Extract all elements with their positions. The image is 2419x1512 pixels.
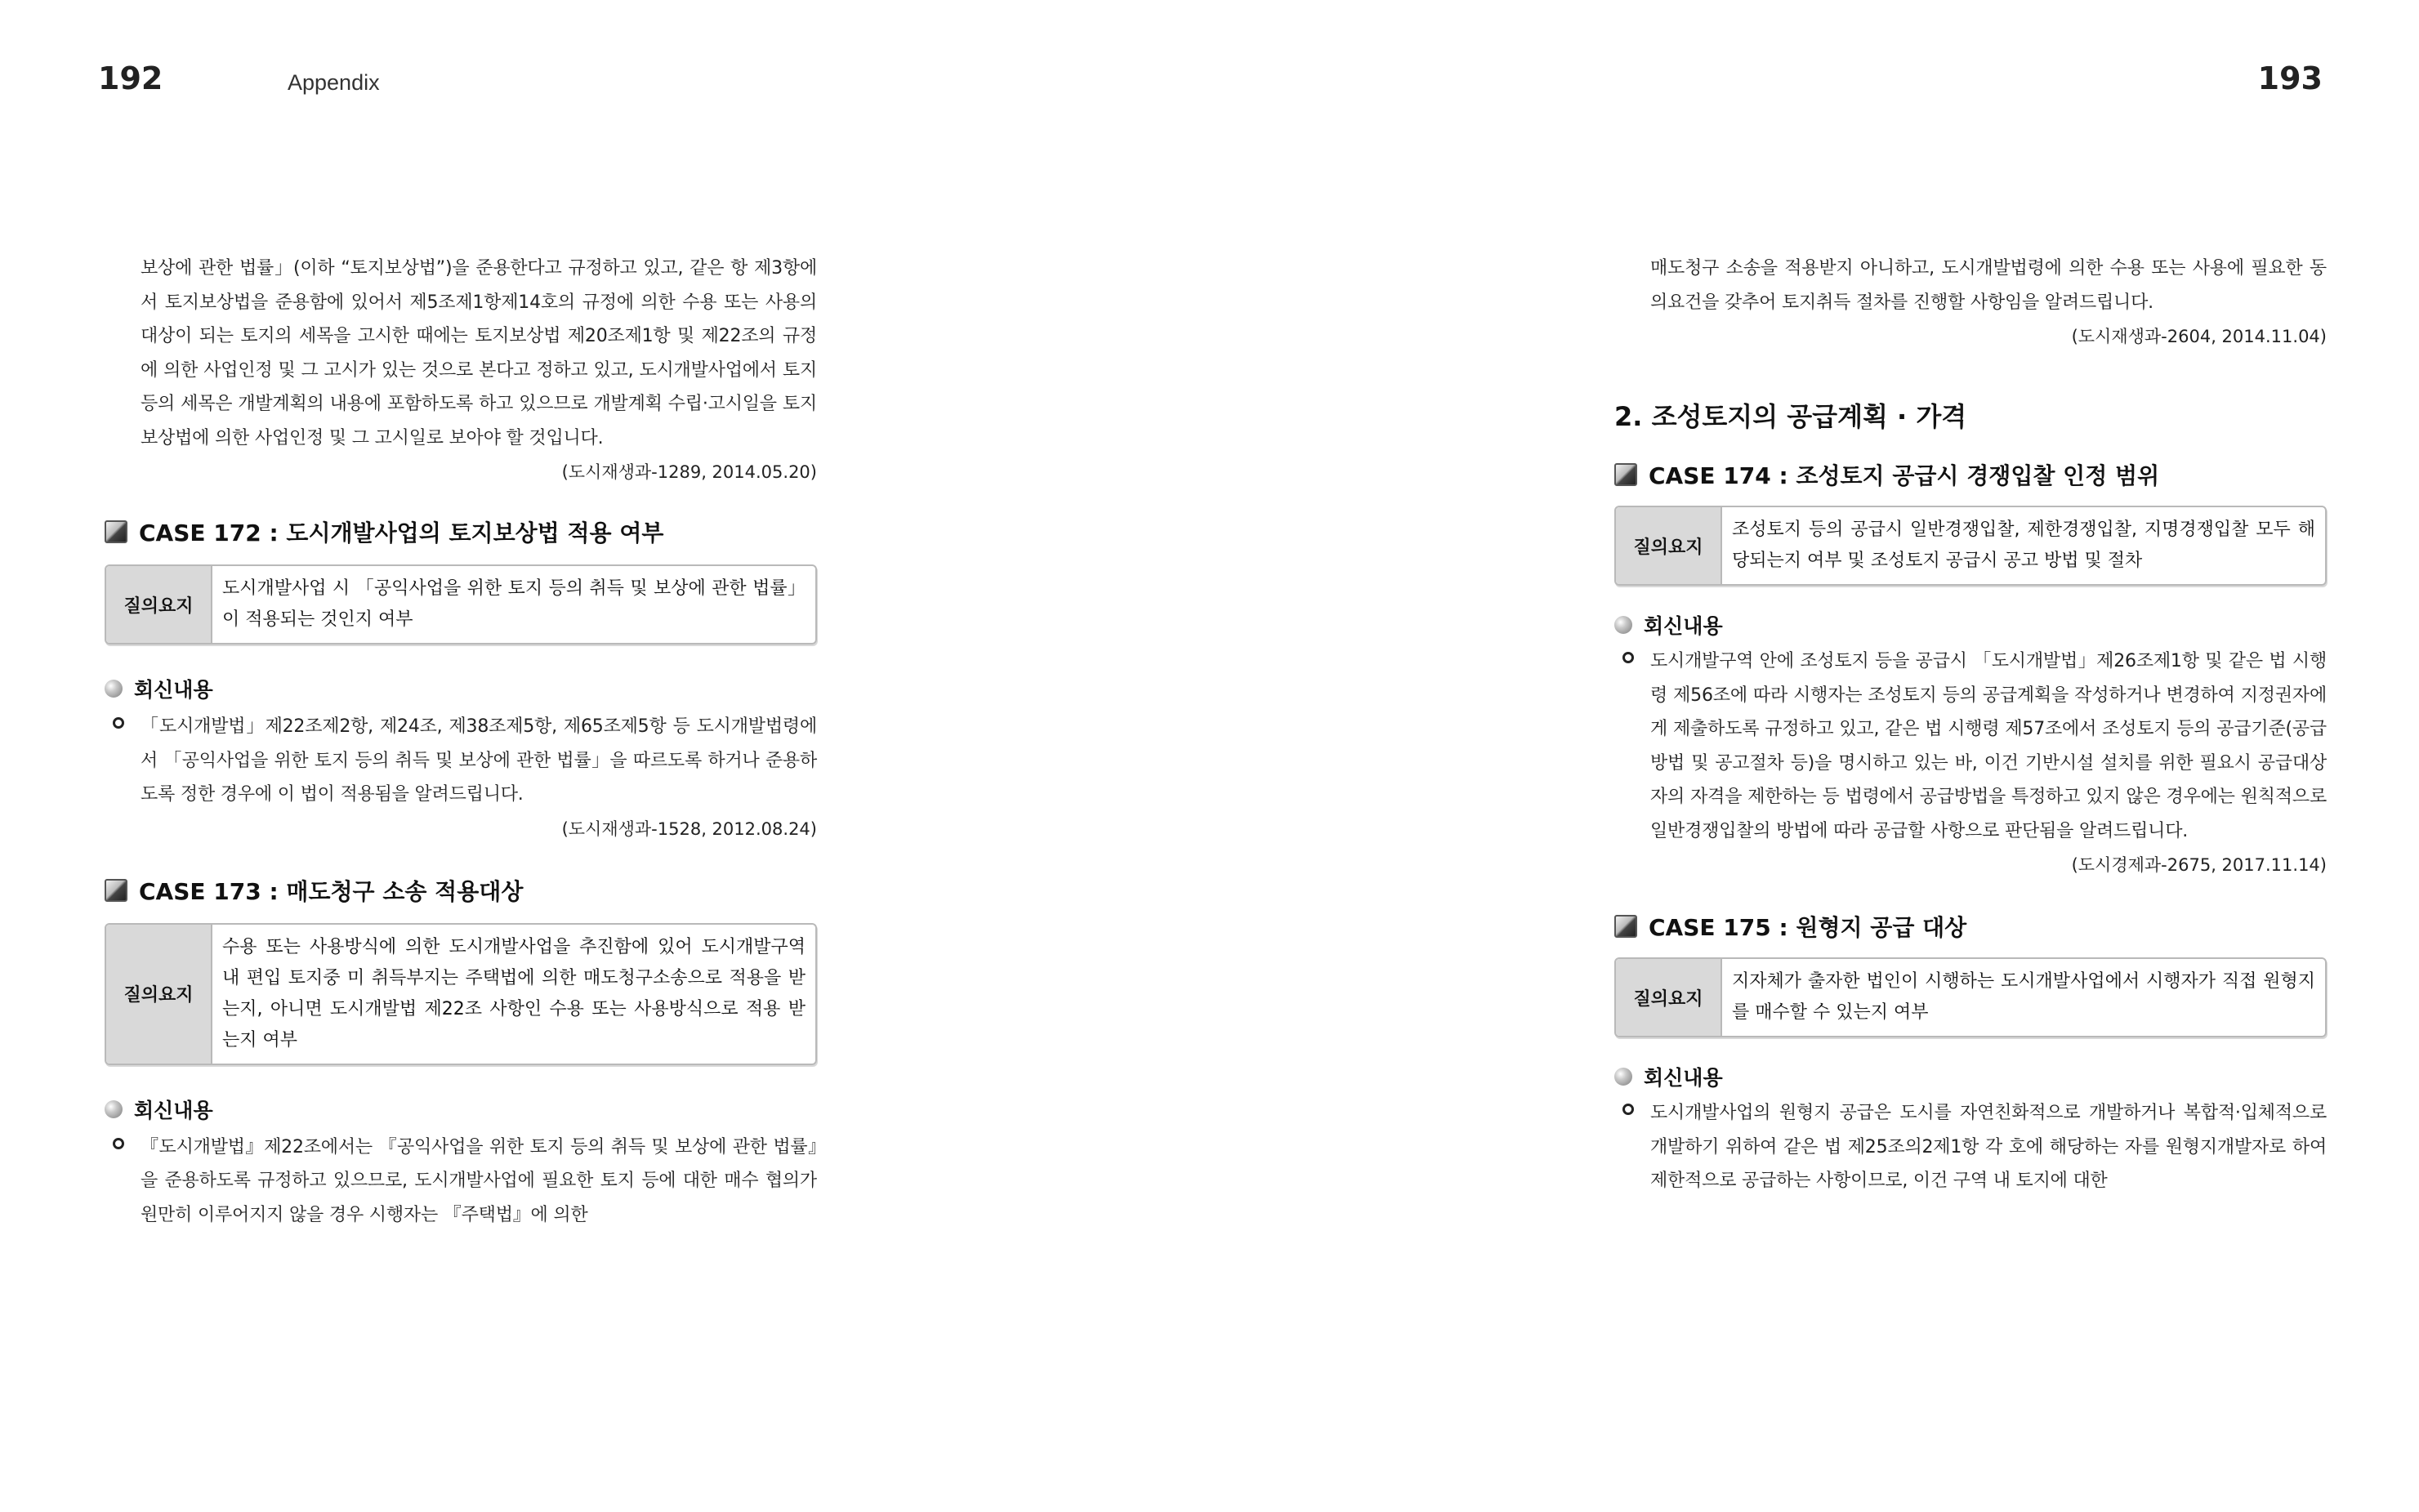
right-page-number: 193 xyxy=(2257,60,2323,96)
case-173-question: 수용 또는 사용방식에 의한 도시개발사업을 추진함에 있어 도시개발구역 내 편입 토지중 미 취득부지는 주택법에 의한 매도청구소송으로 적용을 받는지, 아니면 도시개발법 제22조 사항인 수용 또는 사용방식으로 적용 받는지 여부 xyxy=(222,936,806,1050)
case-173-answer-text: 『도시개발법』제22조에서는 『공익사업을 위한 토지 등의 취득 및 보상에 관한 법률』을 준용하도록 규정하고 있으므로, 도시개발사업에 필요한 토지 등에 대한 매수 협의가 원만히 이루어지지 않을 경우 시행자는 『주택법』에 의한 xyxy=(141,1136,817,1225)
case-174-answer-text: 도시개발구역 안에 조성토지 등을 공급시 「도시개발법」제26조제1항 및 같은 법 시행령 제56조에 따라 시행자는 조성토지 등의 공급계획을 작성하거나 변경하여 지정권자에게 제출하도록 규정하고 있고, 같은 법 시행령 제57조에서 조성토지 등의 공급기준(공급방법 및 공고절차 등)을 명시하고 있는 바, 이건 기반시설 설치를 위한 필요시 공급대상자의 자격을 제한하는 등 법령에서 공급방법을 특정하고 있지 않은 경우에는 원칙적으로 일반경쟁입찰의 방법에 따라 공급할 사항으로 판단됨을 알려드립니다. xyxy=(1650,651,2327,841)
case-175-question-box xyxy=(1614,957,2327,1037)
reply-label: 회신내용 xyxy=(1644,1066,1723,1090)
case-175-answer-text: 도시개발사업의 원형지 공급은 도시를 자연친화적으로 개발하거나 복합적·입체적으로 개발하기 위하여 같은 법 제25조의2제1항 각 호에 해당하는 자를 원형지개발자로 하여 제한적으로 공급하는 사항이므로, 이건 구역 내 토지에 대한 xyxy=(1650,1103,2327,1191)
right-page-column xyxy=(1614,252,2327,1198)
question-label: 질의요지 xyxy=(1616,959,1722,1036)
case-173-reply-heading xyxy=(105,1095,817,1124)
case-175-question: 지자체가 출자한 법인이 시행하는 도시개발사업에서 시행자가 직접 원형지를 매수할 수 있는지 여부 xyxy=(1732,971,2315,1023)
case-173-question-box xyxy=(105,923,817,1065)
reply-bullet-icon xyxy=(105,680,123,698)
circle-bullet-icon xyxy=(113,1138,124,1149)
case-172-question-box xyxy=(105,564,817,644)
case-174-answer xyxy=(1614,644,2327,848)
case-174-source: (도시경제과-2675, 2017.11.14) xyxy=(2071,855,2327,875)
case-175-reply-heading xyxy=(1614,1062,2327,1091)
case-icon xyxy=(1614,463,1637,486)
case-174-heading xyxy=(1614,458,2327,491)
source-citation: (도시재생과-2604, 2014.11.04) xyxy=(2071,327,2327,346)
case-175-title: CASE 175 : 원형지 공급 대상 xyxy=(1649,914,1967,941)
case-172-answer xyxy=(105,710,817,812)
reply-label: 회신내용 xyxy=(134,678,213,702)
continuation-paragraph: 매도청구 소송을 적용받지 아니하고, 도시개발법령에 의한 수용 또는 사용에 필요한 동의요건을 갖추어 토지취득 절차를 진행할 사항임을 알려드립니다. xyxy=(1650,258,2327,313)
section-title: 2. 조성토지의 공급계획 · 가격 xyxy=(1614,401,1967,432)
case-172-source: (도시재생과-1528, 2012.08.24) xyxy=(561,818,817,839)
circle-bullet-icon xyxy=(1622,652,1634,663)
case-172-reply-heading xyxy=(105,674,817,703)
case-174-title: CASE 174 : 조성토지 공급시 경쟁입찰 인정 범위 xyxy=(1649,462,2160,489)
case-172-heading xyxy=(105,515,817,548)
circle-bullet-icon xyxy=(113,717,124,729)
case-172-answer-text: 「도시개발법」제22조제2항, 제24조, 제38조제5항, 제65조제5항 등 도시개발법령에서 「공익사업을 위한 토지 등의 취득 및 보상에 관한 법률」을 따르도록 하거나 준용하도록 정한 경우에 이 법이 적용됨을 알려드립니다. xyxy=(141,716,817,805)
source-citation: (도시재생과-1289, 2014.05.20) xyxy=(561,462,817,482)
case-175-answer xyxy=(1614,1096,2327,1198)
left-page-column xyxy=(105,252,817,1232)
reply-label: 회신내용 xyxy=(134,1098,213,1122)
case-icon xyxy=(105,520,127,543)
continuation-paragraph: 보상에 관한 법률」(이하 “토지보상법”)을 준용한다고 규정하고 있고, 같은 항 제3항에서 토지보상법을 준용함에 있어서 제5조제1항제14호의 규정에 의한 수용 또는 사용의 대상이 되는 토지의 세목을 고시한 때에는 토지보상법 제20조제1항 및 제22조의 규정에 의한 사업인정 및 그 고시가 있는 것으로 본다고 정하고 있고, 도시개발사업에서 토지 등의 세목은 개발계획의 내용에 포함하도록 하고 있으므로 개발계획 수립·고시일을 토지보상법에 의한 사업인정 및 그 고시일로 보아야 할 것입니다. xyxy=(141,258,817,448)
case-174-question: 조성토지 등의 공급시 일반경쟁입찰, 제한경쟁입찰, 지명경쟁입찰 모두 해당되는지 여부 및 조성토지 공급시 공고 방법 및 절차 xyxy=(1732,520,2315,571)
reply-label: 회신내용 xyxy=(1644,614,1723,638)
case-173-heading xyxy=(105,874,817,907)
case-173-title: CASE 173 : 매도청구 소송 적용대상 xyxy=(139,877,524,905)
reply-bullet-icon xyxy=(105,1100,123,1118)
case-172-title: CASE 172 : 도시개발사업의 토지보상법 적용 여부 xyxy=(139,520,664,546)
reply-bullet-icon xyxy=(1614,616,1632,634)
case-icon xyxy=(1614,915,1637,938)
circle-bullet-icon xyxy=(1622,1104,1634,1115)
running-head: Appendix xyxy=(288,70,380,95)
case-174-reply-heading xyxy=(1614,610,2327,640)
case-174-question-box xyxy=(1614,506,2327,586)
question-label: 질의요지 xyxy=(1616,507,1722,584)
case-175-heading xyxy=(1614,910,2327,943)
reply-bullet-icon xyxy=(1614,1068,1632,1086)
case-icon xyxy=(105,879,127,902)
question-label: 질의요지 xyxy=(106,566,212,643)
case-173-answer xyxy=(105,1131,817,1233)
case-172-question: 도시개발사업 시 「공익사업을 위한 토지 등의 취득 및 보상에 관한 법률」이 적용되는 것인지 여부 xyxy=(222,578,806,630)
left-page-number: 192 xyxy=(98,60,163,96)
question-label: 질의요지 xyxy=(106,925,212,1064)
